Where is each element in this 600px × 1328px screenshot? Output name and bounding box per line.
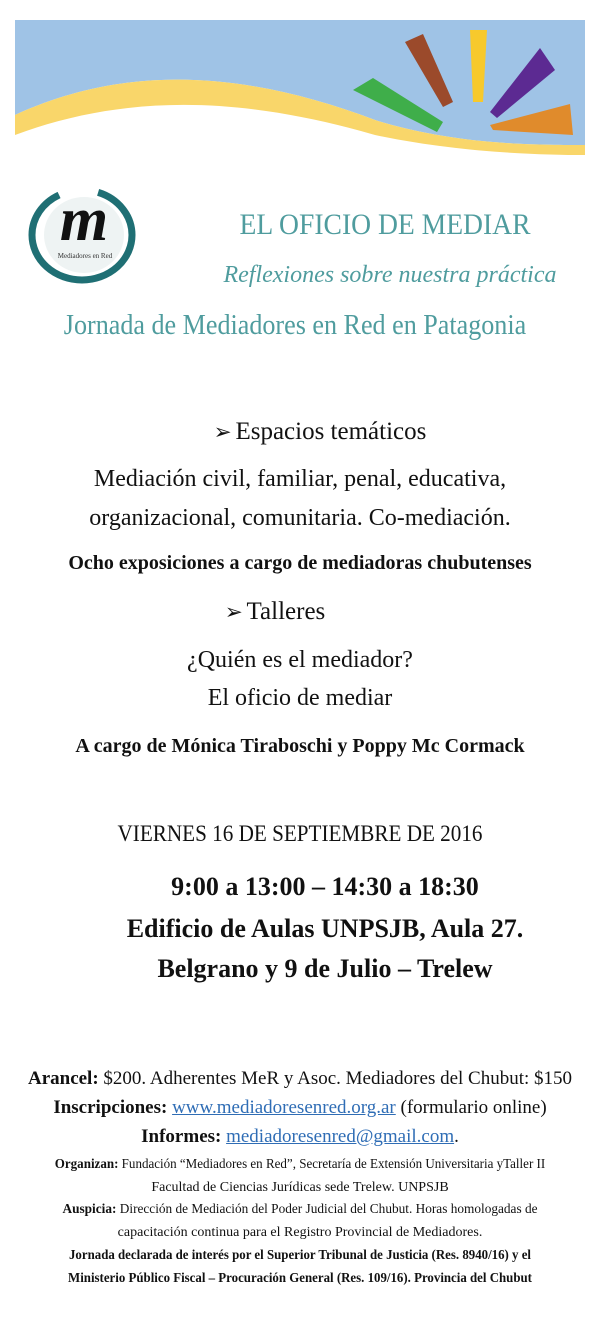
auspicia-line-2: capacitación continua para el Registro Provincial de Mediadores. xyxy=(117,1225,483,1240)
espacios-line-1: Mediación civil, familiar, penal, educativa, xyxy=(93,466,507,492)
header-banner xyxy=(15,20,585,155)
event-time: 9:00 a 13:00 – 14:30 a 18:30 xyxy=(171,872,479,901)
taller-1: ¿Quién es el mediador? xyxy=(187,647,413,673)
event-name: Jornada de Mediadores en Red en Patagonia xyxy=(63,309,527,341)
event-date: VIERNES 16 DE SEPTIEMBRE DE 2016 xyxy=(117,821,483,846)
auspicia: Auspicia: Dirección de Mediación del Poder Judicial del Chubut. Horas homologadas de xyxy=(62,1202,538,1217)
arrow-bullet-icon: ➢ xyxy=(224,600,243,624)
email-link[interactable]: mediadoresenred@gmail.com xyxy=(226,1126,455,1147)
talleres-heading: ➢ Talleres xyxy=(224,598,326,625)
espacios-heading: ➢ Espacios temáticos xyxy=(213,418,427,445)
arancel: Arancel: $200. Adherentes MeR y Asoc. Mediadores del Chubut: $150 xyxy=(27,1068,573,1089)
event-address: Belgrano y 9 de Julio – Trelew xyxy=(157,954,493,983)
event-title: EL OFICIO DE MEDIAR xyxy=(239,208,531,241)
exposiciones: Ocho exposiciones a cargo de mediadoras chubutenses xyxy=(68,552,532,574)
organizan: Organizan: Fundación “Mediadores en Red”, Secretaría de Extensión Universitaria yTaller II xyxy=(54,1157,546,1172)
interes-line-2: Ministerio Público Fiscal – Procuración General (Res. 109/16). Provincia del Chubut xyxy=(68,1271,532,1286)
taller-2: El oficio de mediar xyxy=(207,685,393,711)
interes-line-1: Jornada declarada de interés por el Superior Tribunal de Justicia (Res. 8940/16) y el xyxy=(68,1248,532,1263)
website-link[interactable]: www.mediadoresenred.org.ar xyxy=(172,1097,396,1118)
espacios-line-2: organizacional, comunitaria. Co-mediación. xyxy=(89,505,511,531)
arrow-bullet-icon: ➢ xyxy=(213,420,232,444)
event-subtitle: Reflexiones sobre nuestra práctica xyxy=(223,262,557,288)
talleres-cargo: A cargo de Mónica Tiraboschi y Poppy Mc Cormack xyxy=(75,735,525,757)
logo-letter: m xyxy=(59,186,109,254)
organizan-line-2: Facultad de Ciencias Jurídicas sede Trelew. UNPSJB xyxy=(151,1180,449,1195)
logo-text: Mediadores en Red xyxy=(57,252,113,260)
informes: Informes: mediadoresenred@gmail.com. xyxy=(141,1126,459,1147)
event-venue: Edificio de Aulas UNPSJB, Aula 27. xyxy=(126,914,524,943)
inscripciones: Inscripciones: www.mediadoresenred.org.ar (formulario online) xyxy=(53,1097,547,1118)
